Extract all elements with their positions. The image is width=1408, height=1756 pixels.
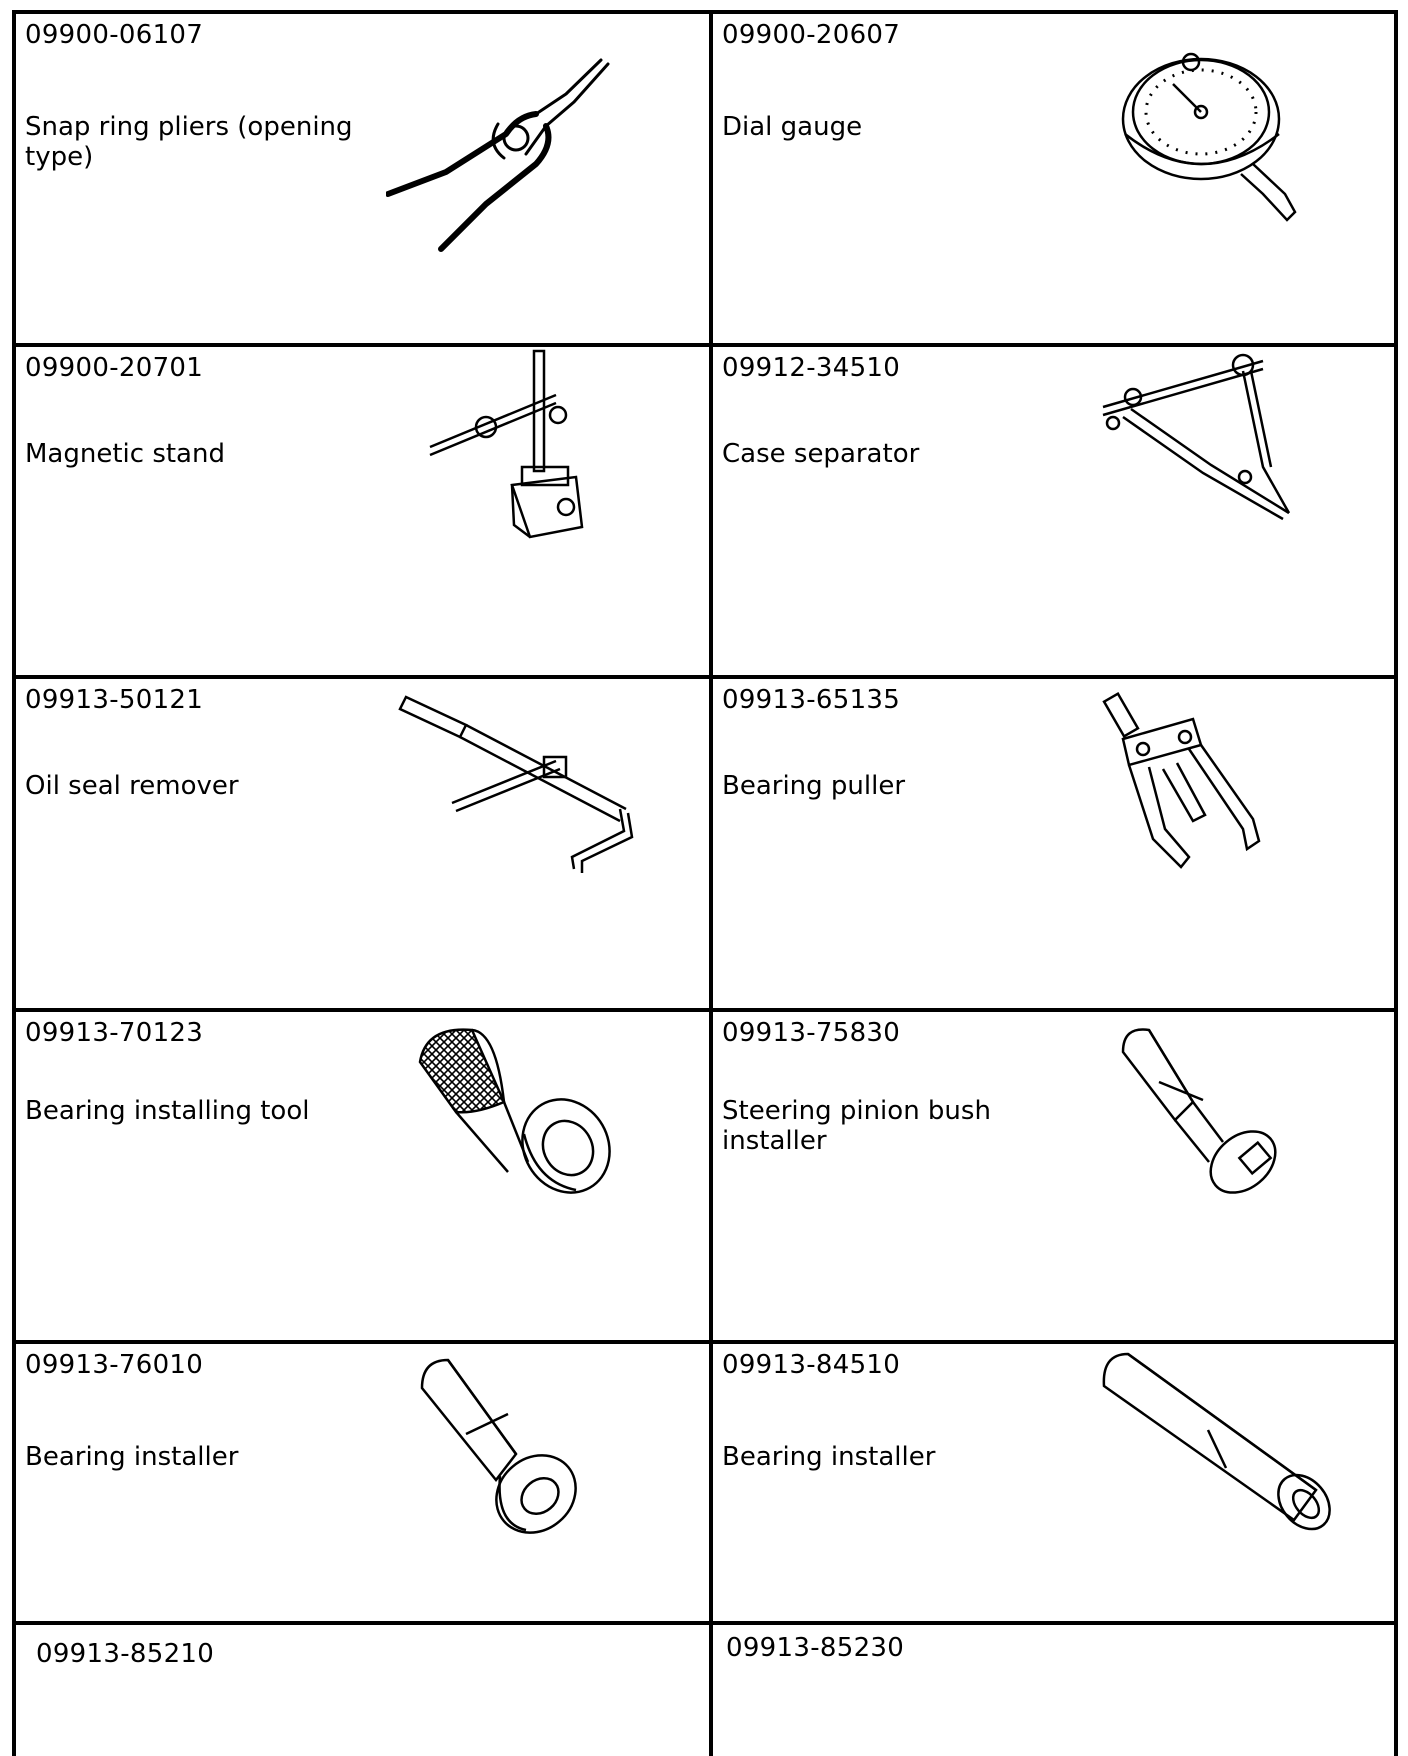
bearing-puller-icon [1093, 689, 1293, 879]
tool-name: Bearing installing tool [25, 1096, 310, 1126]
tool-cell [713, 14, 1394, 343]
tool-name: Dial gauge [722, 112, 863, 142]
tool-code: 09900-06107 [25, 20, 204, 50]
oil-seal-remover-icon [396, 689, 646, 889]
tool-code: 09913-85230 [726, 1633, 905, 1663]
bearing-installer-long-icon [1098, 1350, 1338, 1550]
tool-code: 09913-75830 [722, 1018, 901, 1048]
tool-name: Oil seal remover [25, 771, 239, 801]
snap-ring-pliers-icon [386, 54, 651, 254]
tool-cell [16, 1344, 709, 1621]
tool-cell [16, 679, 709, 1008]
steering-pinion-bush-installer-icon [1113, 1022, 1313, 1202]
tool-code: 09913-84510 [722, 1350, 901, 1380]
tool-cell [713, 679, 1394, 1008]
dial-gauge-icon [1113, 44, 1313, 244]
magnetic-stand-icon [426, 347, 616, 547]
tool-name: Bearing installer [25, 1442, 239, 1472]
tool-name: Magnetic stand [25, 439, 225, 469]
tool-cell [16, 1625, 709, 1756]
tool-name: Snap ring pliers (opening type) [25, 112, 353, 172]
tool-code: 09913-76010 [25, 1350, 204, 1380]
tool-code: 09900-20701 [25, 353, 204, 383]
tool-code: 09913-50121 [25, 685, 204, 715]
tool-cell [713, 347, 1394, 675]
bearing-installing-tool-icon [416, 1022, 636, 1202]
tool-name: Steering pinion bush installer [722, 1096, 991, 1156]
tool-name: Bearing installer [722, 1442, 936, 1472]
tool-code: 09913-85210 [36, 1639, 215, 1669]
tool-code: 09913-70123 [25, 1018, 204, 1048]
tool-code: 09900-20607 [722, 20, 901, 50]
special-tools-table [12, 10, 1400, 1756]
tool-cell [713, 1012, 1394, 1340]
tool-cell [16, 14, 709, 343]
tool-cell [713, 1625, 1394, 1756]
table-border-right [1394, 10, 1398, 1756]
tool-cell [16, 347, 709, 675]
tool-name: Bearing puller [722, 771, 906, 801]
bearing-installer-icon [416, 1354, 606, 1544]
tool-cell [16, 1012, 709, 1340]
tool-code: 09912-34510 [722, 353, 901, 383]
tool-cell [713, 1344, 1394, 1621]
tool-name: Case separator [722, 439, 920, 469]
tool-code: 09913-65135 [722, 685, 901, 715]
case-separator-icon [1093, 347, 1323, 547]
